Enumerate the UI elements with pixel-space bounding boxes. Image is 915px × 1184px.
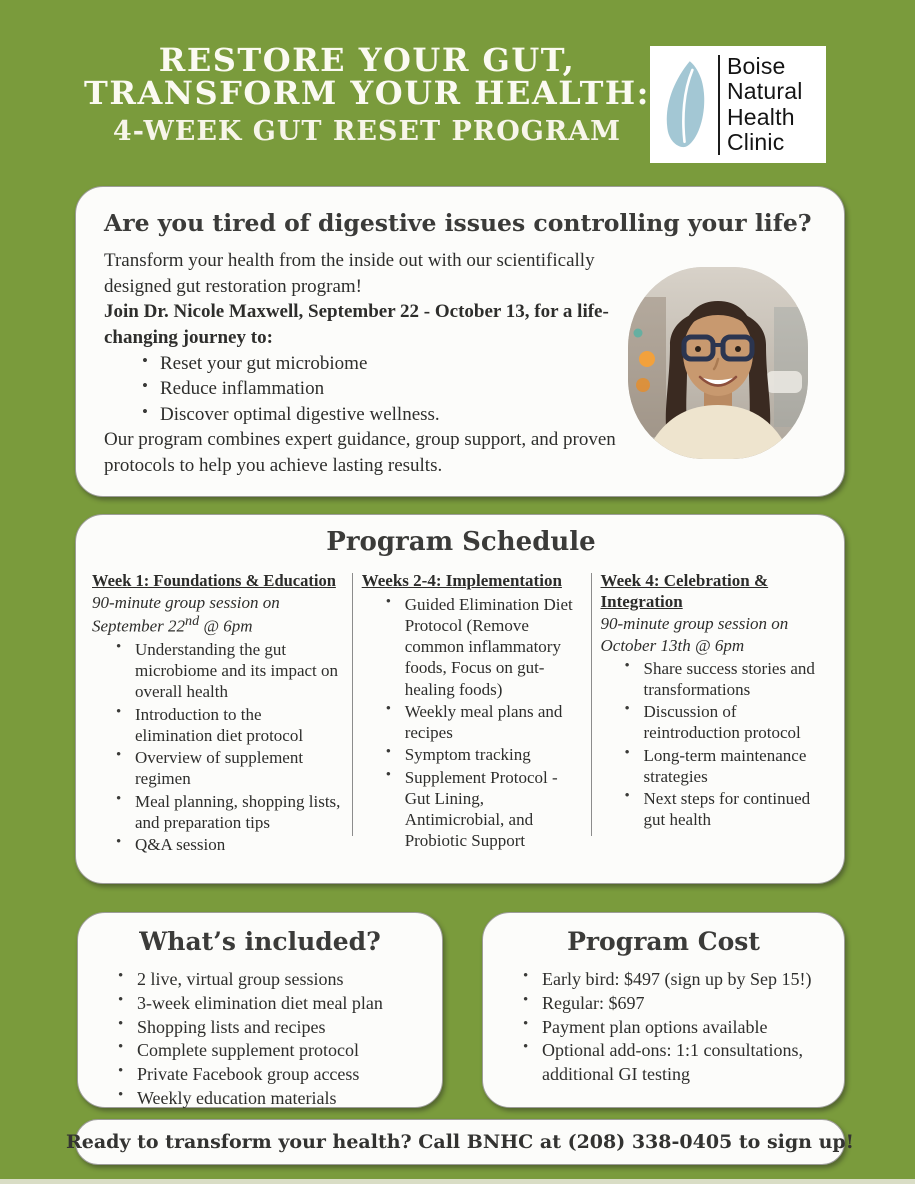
list-item: • 2 live, virtual group sessions: [118, 968, 426, 992]
week1-session-note: [92, 592, 343, 637]
whats-included-card: [77, 912, 443, 1108]
session-text: @ 6pm: [199, 616, 253, 636]
list-item: • Q&A session: [116, 834, 343, 855]
list-item: • Reduce inflammation: [142, 376, 652, 402]
intro-paragraph: Transform your health from the inside out with our scientifically designed gut restoration program!: [104, 250, 595, 297]
whats-included-title: What’s included?: [139, 927, 381, 956]
week4-bullet-list: [625, 658, 831, 831]
flyer-header: [78, 41, 656, 148]
weeks2-4-heading: Weeks 2-4: Implementation: [361, 571, 562, 590]
program-cost-title: Program Cost: [567, 927, 760, 956]
list-item: • Reset your gut microbiome: [142, 351, 652, 377]
leaf-icon: [660, 55, 716, 155]
included-bullet-list: [118, 968, 426, 1111]
list-item: • Early bird: $497 (sign up by Sep 15!): [523, 968, 823, 992]
list-item: • Weekly education materials: [118, 1087, 426, 1111]
portrait-photo: [628, 267, 808, 459]
list-item: • Optional add-ons: 1:1 consultations, additional GI testing: [523, 1039, 823, 1087]
schedule-columns: [92, 571, 830, 856]
list-item: • Private Facebook group access: [118, 1063, 426, 1087]
logo-line: Boise: [727, 52, 786, 79]
program-cost-card: [482, 912, 845, 1108]
schedule-weeks2-4-column: [362, 571, 582, 856]
column-divider: [591, 573, 592, 836]
header-subtitle: 4-WEEK GUT RESET PROGRAM: [112, 116, 622, 148]
header-title-line2: TRANSFORM YOUR HEALTH:: [84, 73, 650, 112]
list-item: • Long-term maintenance strategies: [625, 745, 831, 788]
schedule-week4-column: [601, 571, 831, 856]
session-superscript: nd: [185, 613, 200, 630]
column-divider: [352, 573, 353, 836]
logo-line: Natural: [727, 78, 803, 105]
list-item: • Next steps for continued gut health: [625, 788, 831, 831]
list-item: • Share success stories and transformations: [625, 658, 831, 701]
list-item: • Introduction to the elimination diet protocol: [116, 704, 343, 747]
list-item: • Weekly meal plans and recipes: [386, 701, 582, 744]
schedule-title: Program Schedule: [326, 527, 596, 557]
week1-heading: Week 1: Foundations & Education: [92, 571, 336, 590]
header-title-line1: RESTORE YOUR GUT,: [158, 41, 576, 79]
list-item: • Regular: $697: [523, 992, 823, 1016]
schedule-week1-column: [92, 571, 343, 856]
intro-bold-line: Join Dr. Nicole Maxwell, September 22 - October 13, for a life-changing journey to:: [104, 301, 609, 348]
intro-body: [104, 248, 652, 479]
week4-heading: Week 4: Celebration & Integration: [600, 571, 769, 611]
intro-card: [75, 186, 845, 497]
list-item: • Discover optimal digestive wellness.: [142, 402, 652, 428]
session-text: 90-minute group session on September 22: [92, 593, 280, 636]
logo-line: Clinic: [727, 128, 785, 155]
list-item: • Discussion of reintroduction protocol: [625, 701, 831, 744]
logo-line: Health: [727, 103, 795, 130]
list-item: • Overview of supplement regimen: [116, 747, 343, 790]
cta-banner: Ready to transform your health? Call BNHC at (208) 338-0405 to sign up!: [75, 1119, 845, 1165]
clinic-logo: [650, 46, 826, 163]
logo-divider: [718, 55, 720, 155]
schedule-card: [75, 514, 845, 884]
intro-heading: Are you tired of digestive issues controlling your life?: [104, 209, 812, 237]
list-item: • Meal planning, shopping lists, and preparation tips: [116, 791, 343, 834]
week1-bullet-list: [116, 639, 343, 856]
list-item: • Shopping lists and recipes: [118, 1016, 426, 1040]
intro-closing: Our program combines expert guidance, group support, and proven protocols to help you achieve lasting results.: [104, 429, 616, 477]
list-item: • Guided Elimination Diet Protocol (Remove common inflammatory foods, Focus on gut-healing foods): [386, 594, 582, 700]
page-bottom-strip: [0, 1179, 915, 1184]
list-item: • Payment plan options available: [523, 1016, 823, 1040]
intro-bullet-list: [142, 351, 652, 428]
list-item: • 3-week elimination diet meal plan: [118, 992, 426, 1016]
cost-bullet-list: [523, 968, 823, 1087]
weeks2-4-bullet-list: [386, 594, 582, 852]
logo-wordmark: [727, 54, 803, 155]
list-item: • Complete supplement protocol: [118, 1039, 426, 1063]
list-item: • Understanding the gut microbiome and its impact on overall health: [116, 639, 343, 703]
list-item: • Supplement Protocol - Gut Lining, Antimicrobial, and Probiotic Support: [386, 767, 582, 852]
week4-session-note: 90-minute group session on October 13th @ 6pm: [600, 614, 789, 655]
list-item: • Symptom tracking: [386, 744, 582, 765]
